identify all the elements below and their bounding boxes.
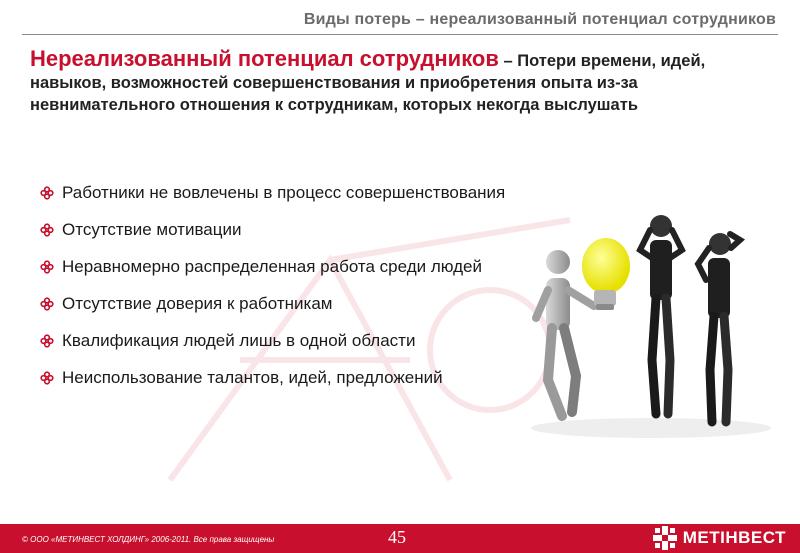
intro-paragraph bbox=[30, 48, 775, 116]
logo-text: МЕТІНВЕСТ bbox=[682, 528, 786, 547]
flower-bullet-icon bbox=[40, 359, 62, 396]
intro-lead: Нереализованный потенциал сотрудников bbox=[30, 46, 499, 71]
flower-bullet-icon bbox=[40, 322, 62, 359]
list-item bbox=[40, 285, 540, 322]
flower-bullet-icon bbox=[40, 248, 62, 285]
bullet-text: Отсутствие доверия к работникам bbox=[62, 294, 333, 313]
confused-person-figure bbox=[698, 233, 740, 422]
bullet-text: Квалификация людей лишь в одной области bbox=[62, 331, 416, 350]
flower-bullet-icon bbox=[40, 211, 62, 248]
slide-header-title: Виды потерь – нереализованный потенциал сотрудников bbox=[303, 11, 776, 28]
list-item bbox=[40, 248, 540, 285]
flower-bullet-icon bbox=[40, 174, 62, 211]
bullet-text: Неиспользование талантов, идей, предложений bbox=[62, 368, 443, 387]
bullet-text: Отсутствие мотивации bbox=[62, 220, 242, 239]
illustration-figures bbox=[526, 200, 776, 440]
bullet-text: Работники не вовлечены в процесс совершенствования bbox=[62, 183, 506, 202]
header-divider bbox=[22, 34, 778, 35]
bullet-text: Неравномерно распределенная работа среди людей bbox=[62, 257, 483, 276]
intro-rest: – Потери времени, идей, навыков, возможностей совершенствования и приобретения опыта из-за невнимательного отношения к сотрудникам, которых некогда выслушать bbox=[30, 52, 706, 114]
metinvest-logo-icon bbox=[653, 526, 677, 550]
list-item bbox=[40, 359, 540, 396]
confused-person-figure bbox=[640, 215, 682, 414]
page-number: 45 bbox=[388, 527, 406, 547]
copyright-text: © ООО «МЕТИНВЕСТ ХОЛДИНГ» 2006-2011. Все права защищены bbox=[22, 535, 275, 544]
company-logo bbox=[653, 526, 786, 550]
flower-bullet-icon bbox=[40, 285, 62, 322]
list-item bbox=[40, 322, 540, 359]
bullet-list bbox=[40, 174, 540, 396]
list-item bbox=[40, 174, 540, 211]
list-item bbox=[40, 211, 540, 248]
